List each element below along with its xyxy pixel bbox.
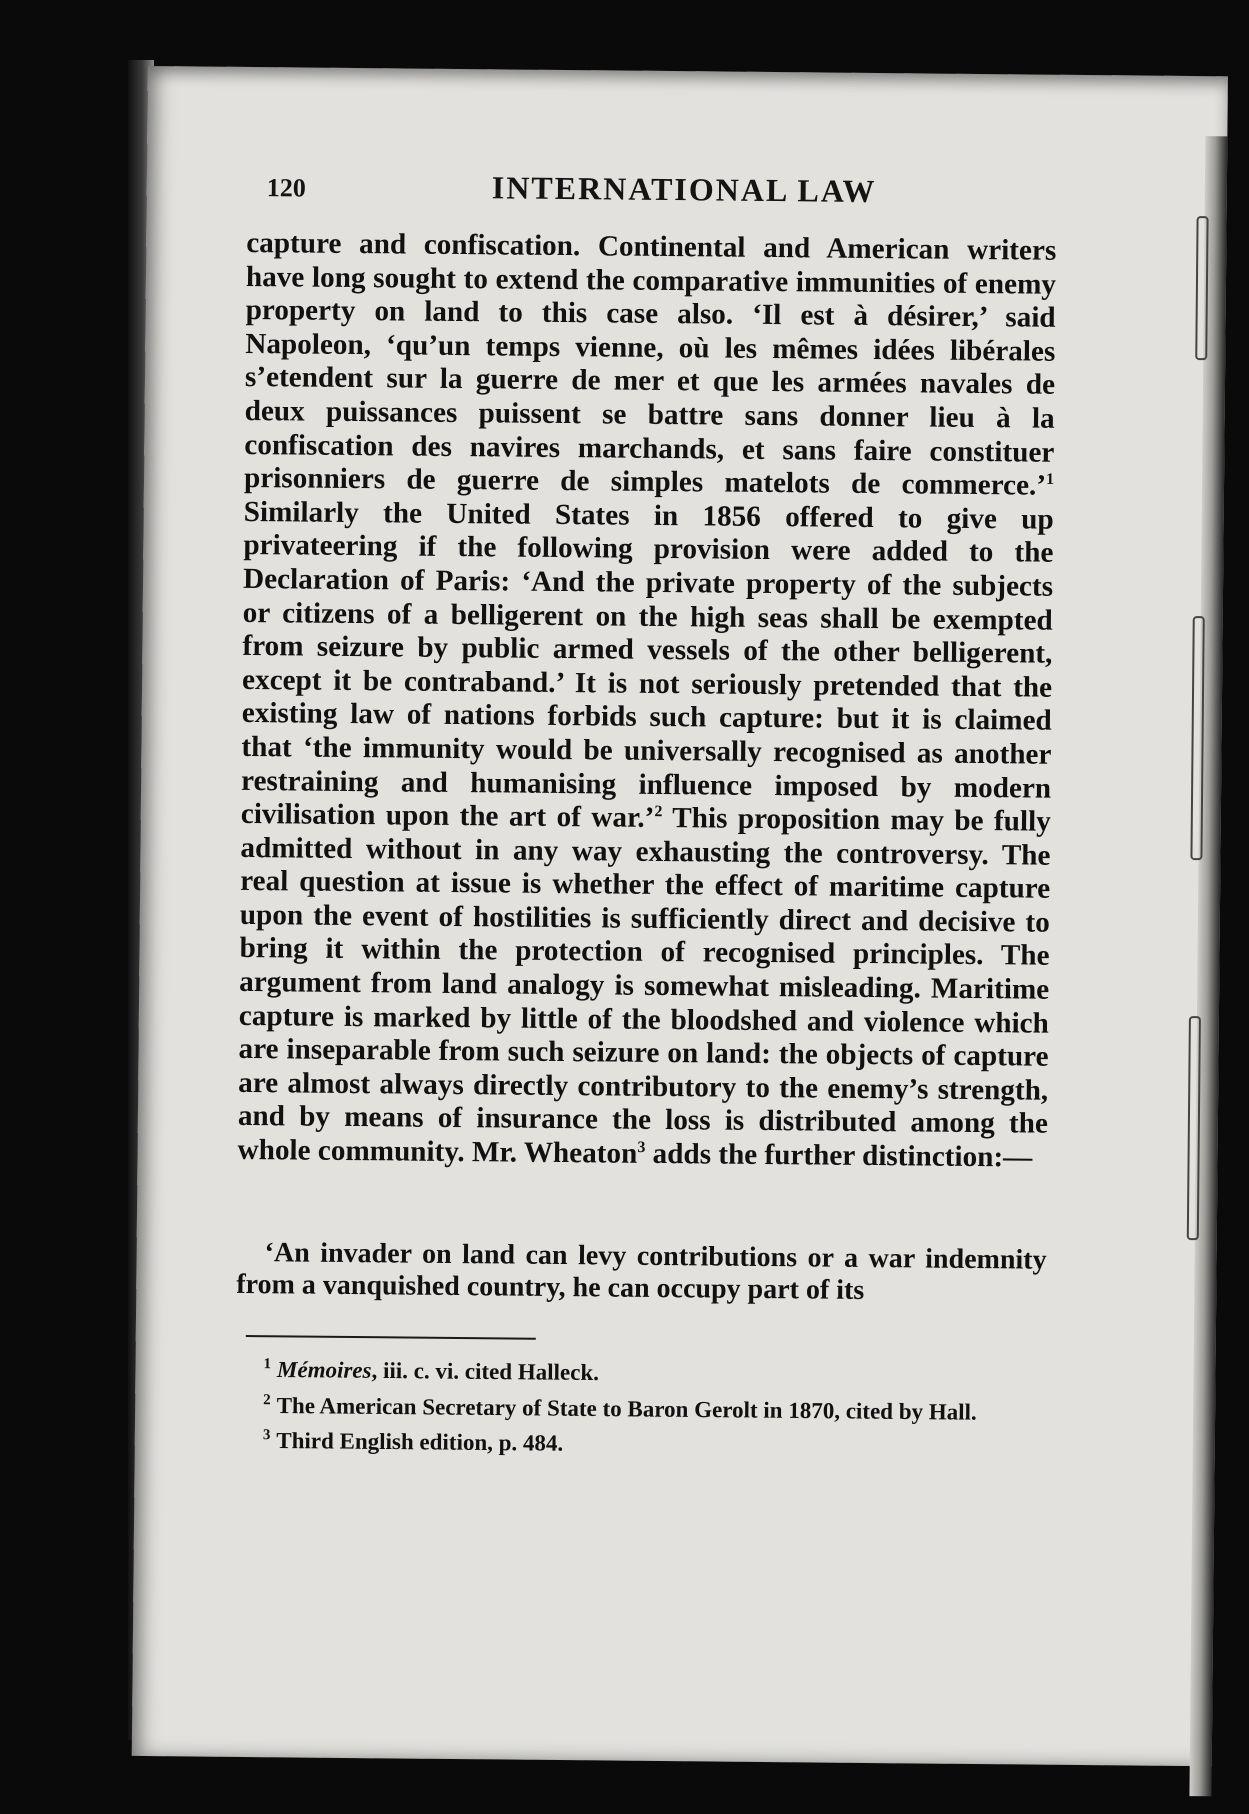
running-head	[267, 167, 1087, 219]
binding-mark	[1187, 1016, 1201, 1240]
paragraph-part: capture and confiscation. Continental and American writers have long sought to extend the comparative immunities of enemy property on land to this case also. ‘Il est à désirer,’ said Napoleon, ‘qu’un temps vienne, où les mêmes idées libérales s’etendent sur la guerre de mer et que les armées navales de deux puissances puissent se battre sans donner lieu à la confiscation des navires marchands, et sans faire constituer prisonniers de guerre de simples matelots de commerce.’	[243, 226, 1057, 502]
footnotes	[235, 1351, 1046, 1466]
page-number: 120	[266, 173, 306, 203]
paragraph-part: Similarly the United States in 1856 offered to give up privateering if the following provision were added to the Declaration of Paris: ‘And the private property of the subjects or citizens of a belligerent on the high seas shall be exempted from seizure by public armed vessels of the other belligerent, except it be contraband.’ It is not seriously pretended that the existing law of nations forbids such capture: but it is claimed that ‘the immunity would be universally recognised as another restraining and humanising influence imposed by modern civilisation upon the art of war.’	[240, 495, 1054, 834]
binding-mark	[1195, 216, 1208, 360]
paragraph-text	[237, 227, 1056, 1175]
footnote-marker: 1	[263, 1356, 272, 1373]
footnote-text: Third English edition, p. 484.	[276, 1428, 564, 1457]
block-quote: ‘An invader on land can levy contributions or a war indemnity from a vanquished country, he can occupy part of its	[236, 1237, 1047, 1306]
book-page	[132, 66, 1228, 1766]
paragraph-part: This proposition may be fully admitted without in any way exhausting the controversy. The real question at issue is whether the effect of maritime capture upon the event of hostilities is sufficiently direct and decisive to bring it within the protection of recognised principles. The argument from land analogy is somewhat misleading. Maritime capture is marked by little of the bloodshed and violence which are inseparable from such seizure on land: the objects of capture are almost always directly contributory to the enemy’s strength, and by means of insurance the loss is distributed among the whole community. Mr. Wheaton	[237, 802, 1051, 1170]
footnote-text: , iii. c. vi. cited Halleck.	[371, 1357, 600, 1386]
footnote-title: Mémoires	[276, 1356, 372, 1383]
main-paragraph	[237, 227, 1056, 1175]
footnote-divider	[246, 1335, 536, 1340]
footnote-ref: 1	[1045, 471, 1055, 489]
footnote-3	[235, 1422, 1045, 1461]
paragraph-part: adds the further distinction:—	[645, 1137, 1033, 1174]
page-right-edge	[1189, 136, 1227, 1796]
footnote-marker: 3	[262, 1427, 271, 1444]
footnote-2	[235, 1387, 1045, 1426]
footnote-ref: 2	[654, 803, 663, 821]
running-head-title: INTERNATIONAL LAW	[491, 169, 877, 209]
binding-mark	[1190, 616, 1204, 860]
footnote-marker: 2	[263, 1391, 271, 1408]
footnote-text: The American Secretary of State to Baron Gerolt in 1870, cited by Hall.	[276, 1392, 977, 1425]
footnote-ref: 3	[637, 1139, 646, 1157]
footnote-1	[235, 1351, 1045, 1390]
